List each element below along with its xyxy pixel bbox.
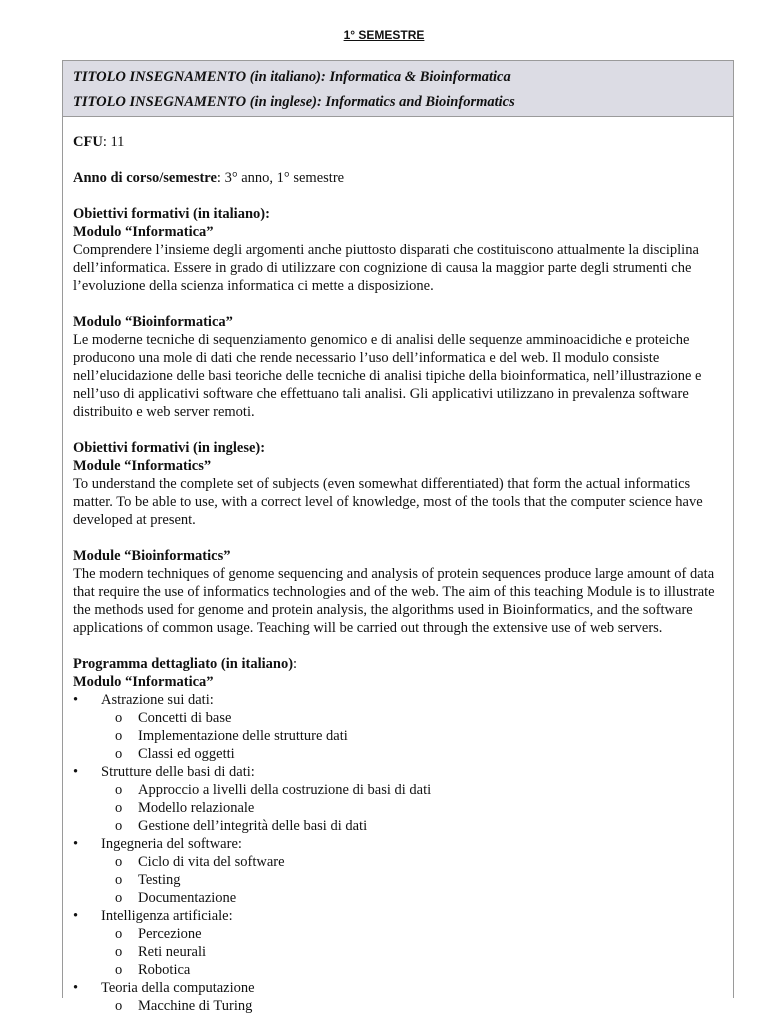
program-list xyxy=(73,691,723,1015)
course-body xyxy=(73,133,723,1015)
program-subtopic xyxy=(73,871,723,889)
semester-heading: 1° SEMESTRE xyxy=(343,28,425,42)
program-subtopic-label: Percezione xyxy=(138,926,202,942)
circle-bullet-icon: o xyxy=(115,746,123,762)
program-module-title: Modulo “Informatica” xyxy=(73,674,214,690)
year-semester-line: Anno di corso/semestre: 3° anno, 1° semestre xyxy=(73,170,345,186)
program-subtopic-label: Implementazione delle strutture dati xyxy=(138,728,348,744)
program-heading: Programma dettagliato (in italiano): xyxy=(73,656,298,672)
bullet-icon: • xyxy=(73,908,79,924)
program-topic xyxy=(73,835,723,853)
program-subtopic xyxy=(73,889,723,907)
circle-bullet-icon: o xyxy=(115,962,123,978)
program-subtopic-label: Reti neurali xyxy=(138,944,207,960)
program-subtopic xyxy=(73,997,723,1015)
circle-bullet-icon: o xyxy=(115,872,123,888)
bullet-icon: • xyxy=(73,692,79,708)
program-subtopic-label: Approccio a livelli della costruzione di basi di dati xyxy=(138,782,432,798)
program-subtopic xyxy=(73,925,723,943)
course-title-english: TITOLO INSEGNAMENTO (in inglese): Informatics and Bioinformatics xyxy=(73,94,515,110)
cfu-line: CFU: 11 xyxy=(73,134,125,150)
circle-bullet-icon: o xyxy=(115,818,123,834)
program-topic-label: Astrazione sui dati: xyxy=(101,692,214,708)
course-title-header xyxy=(63,61,733,117)
module-bioinformatics-text: The modern techniques of genome sequencing and analysis of protein sequences produce large amount of data that require the use of informatics technologies and of the web. The aim of this teaching Module is to illustrate the methods used for genome and protein analysis, the algorithms used in Bioinformatics, and the software applications of common usage. Teaching will be carried out through the extensive use of web servers. xyxy=(73,566,715,636)
program-topic xyxy=(73,907,723,925)
module-informatics-text: To understand the complete set of subjects (even somewhat differentiated) that form the actual informatics matter. To be able to use, with a correct level of knowledge, most of the tools that the computer science have developed at present. xyxy=(73,476,703,528)
module-informatica-text: Comprendere l’insieme degli argomenti anche piuttosto disparati che costituiscono attualmente la disciplina dell’informatica. Essere in grado di utilizzare con cognizione di causa la maggior parte degli strumenti che l’evoluzione della scienza informatica ci mette a disposizione. xyxy=(73,242,699,294)
bullet-icon: • xyxy=(73,764,79,780)
module-bioinformatica-text: Le moderne tecniche di sequenziamento genomico e di analisi delle sequenze amminoacidiche e proteiche producono una mole di dati che rende necessario l’uso dell’informatica e del web. Il modulo consiste nell’elucidazione delle basi teoriche delle tecniche di analisi tipiche della bioinformatica, nell’illustrazione e nell’uso di applicativi software che effettuano tali analisi. Gli applicativi utilizzano in prevalenza software distribuito e web server remoti. xyxy=(73,332,702,420)
program-subtopic-label: Documentazione xyxy=(138,890,237,906)
program-subtopic-label: Gestione dell’integrità delle basi di dati xyxy=(138,818,368,834)
circle-bullet-icon: o xyxy=(115,890,123,906)
program-topic xyxy=(73,691,723,709)
course-table xyxy=(62,60,734,1014)
bullet-icon: • xyxy=(73,980,79,996)
circle-bullet-icon: o xyxy=(115,782,123,798)
program-topic-label: Teoria della computazione xyxy=(101,980,255,996)
program-topic-label: Ingegneria del software: xyxy=(101,836,242,852)
circle-bullet-icon: o xyxy=(115,944,123,960)
circle-bullet-icon: o xyxy=(115,926,123,942)
module-informatica-title: Modulo “Informatica” xyxy=(73,224,214,240)
course-title-italian: TITOLO INSEGNAMENTO (in italiano): Informatica & Bioinformatica xyxy=(73,69,511,85)
program-subtopic xyxy=(73,727,723,745)
program-subtopic-label: Ciclo di vita del software xyxy=(138,854,285,870)
program-subtopic xyxy=(73,745,723,763)
circle-bullet-icon: o xyxy=(115,710,123,726)
program-subtopic-label: Modello relazionale xyxy=(138,800,255,816)
circle-bullet-icon: o xyxy=(115,998,123,1014)
module-bioinformatica-title: Modulo “Bioinformatica” xyxy=(73,314,233,330)
program-subtopic xyxy=(73,781,723,799)
objectives-it-heading: Obiettivi formativi (in italiano): xyxy=(73,206,270,222)
circle-bullet-icon: o xyxy=(115,800,123,816)
program-subtopic-label: Robotica xyxy=(138,962,191,978)
program-subtopic-label: Concetti di base xyxy=(138,710,232,726)
module-informatics-title: Module “Informatics” xyxy=(73,458,212,474)
module-bioinformatics-title: Module “Bioinformatics” xyxy=(73,548,231,564)
program-subtopic-label: Testing xyxy=(138,872,181,888)
bullet-icon: • xyxy=(73,836,79,852)
circle-bullet-icon: o xyxy=(115,854,123,870)
program-topic xyxy=(73,979,723,997)
program-topic-label: Intelligenza artificiale: xyxy=(101,908,233,924)
program-topic xyxy=(73,763,723,781)
objectives-en-heading: Obiettivi formativi (in inglese): xyxy=(73,440,266,456)
program-subtopic xyxy=(73,799,723,817)
circle-bullet-icon: o xyxy=(115,728,123,744)
program-subtopic xyxy=(73,853,723,871)
program-subtopic xyxy=(73,817,723,835)
program-subtopic-label: Classi ed oggetti xyxy=(138,746,235,762)
program-topic-label: Strutture delle basi di dati: xyxy=(101,764,255,780)
program-subtopic xyxy=(73,961,723,979)
program-subtopic-label: Macchine di Turing xyxy=(138,998,253,1014)
program-subtopic xyxy=(73,709,723,727)
program-subtopic xyxy=(73,943,723,961)
